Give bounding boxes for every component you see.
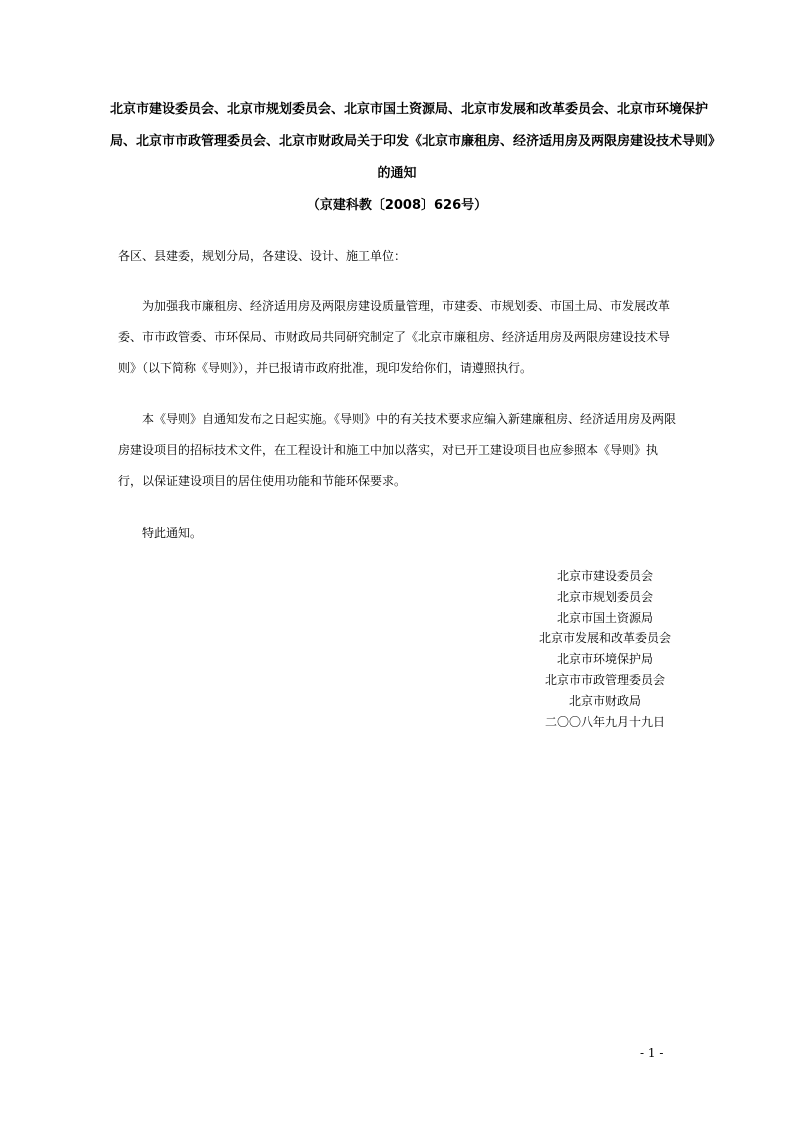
signatory-land-resources-bureau: 北京市国土资源局 [556,610,653,625]
body-paragraph-1: 为加强我市廉租房、经济适用房及两限房建设质量管理，市建委、市规划委、市国土局、市发展改革委、市市政管委、市环保局、市财政局共同研究制定了《北京市廉租房、经济适用房及两限房建设技术导则》（以下简称《导则》），并已报请市政府批准，现印发给你们，请遵照执行。 [118,299,671,375]
signature-block [500,566,710,732]
title-line-3: 的通知 [377,166,417,181]
signatory-planning-commission: 北京市规划委员会 [556,589,653,604]
body-paragraph-2: 本《导则》自通知发布之日起实施。《导则》中的有关技术要求应编入新建廉租房、经济适用房及两限房建设项目的招标技术文件，在工程设计和施工中加以落实，对已开工建设项目也应参照本《导则》执行，以保证建设项目的居住使用功能和节能环保要求。 [118,412,677,488]
document-number: （京建科教〔2008〕626号） [306,198,488,213]
signatory-environmental-protection-bureau: 北京市环境保护局 [556,652,653,667]
page-number: - 1 - [640,1046,664,1060]
signature-date: 二〇〇八年九月十九日 [544,714,665,729]
signatory-development-reform-commission: 北京市发展和改革委员会 [538,631,671,646]
salutation: 各区、县建委，规划分局，各建设、设计、施工单位： [118,249,407,263]
title-line-1: 北京市建设委员会、北京市规划委员会、北京市国土资源局、北京市发展和改革委员会、北京市环境保护 [110,102,709,117]
signatory-municipal-administration-commission: 北京市市政管理委员会 [544,672,665,687]
signatory-finance-bureau: 北京市财政局 [568,693,641,708]
signatory-construction-commission: 北京市建设委员会 [556,569,653,583]
title-line-2: 局、北京市市政管理委员会、北京市财政局关于印发《北京市廉租房、经济适用房及两限房建设技术导则》 [110,134,722,149]
closing-line: 特此通知。 [142,526,203,540]
